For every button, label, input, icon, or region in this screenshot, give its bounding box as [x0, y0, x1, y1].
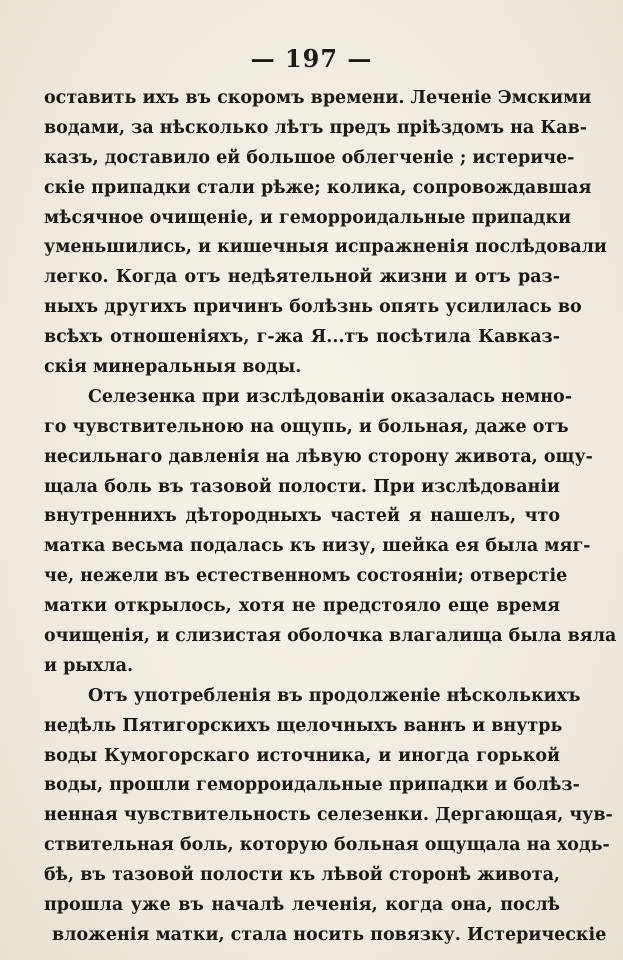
page-number: — 197 —: [250, 44, 373, 73]
text-line: казъ, доставило ей большое облегченіе ; истериче-: [44, 147, 575, 168]
text-line: всѣхъ отношеніяхъ, г-жа Я...тъ посѣтила Кавказ-: [44, 327, 560, 348]
text-line: внутреннихъ дѣтородныхъ частей я нашелъ, что: [44, 506, 560, 527]
text-line: ненная чувствительность селезенки. Дергающая, чув-: [44, 805, 613, 826]
text-line: воды, прошли геморроидальные припадки и болѣз-: [44, 775, 580, 796]
text-line: го чувствительною на ощупь, и больная, даже отъ: [44, 416, 569, 437]
text-line: ствительная боль, которую больная ощущала на ходь-: [44, 835, 610, 856]
text-line: щала боль въ тазовой полости. При изслѣдованіи: [44, 476, 560, 497]
text-line: воды Кумогорскаго источника, и иногда горькой: [44, 745, 560, 766]
text-line: прошла уже въ началѣ леченія, когда она, послѣ: [44, 895, 560, 916]
text-line: легко. Когда отъ недѣятельной жизни и отъ раз-: [44, 267, 560, 288]
text-line: несильнаго давленія на лѣвую сторону живота, ощу-: [44, 446, 593, 467]
text-line: недѣль Пятигорскихъ щелочныхъ ваннъ и внутрь: [44, 715, 563, 736]
text-line: Отъ употребленія въ продолженіе нѣсколькихъ: [88, 685, 581, 706]
text-line: скія минеральныя воды.: [44, 357, 302, 378]
text-line: оставить ихъ въ скоромъ времени. Леченіе Эмскими: [44, 88, 592, 108]
text-line: че, нежели въ естественномъ состояніи; отверстіе: [44, 566, 568, 587]
text-line: вложенія матки, стала носить повязку. Истерическіе: [52, 924, 607, 945]
text-line: ныхъ другихъ причинъ болѣзнь опять усилилась во: [44, 297, 582, 318]
text-line: скіе припадки стали рѣже; колика, сопровождавшая: [44, 177, 592, 198]
text-line: и рыхла.: [44, 655, 134, 676]
text-line: Селезенка при изслѣдованіи оказалась немно-: [88, 386, 572, 407]
text-line: мѣсячное очищеніе, и геморроидальные припадки: [44, 207, 572, 228]
text-line: матка весьма подалась къ низу, шейка ея была мяг-: [44, 536, 591, 557]
text-line: очищенія, и слизистая оболочка влагалища была вяла: [44, 626, 617, 647]
body-text: [44, 84, 617, 951]
text-line: уменьшились, и кишечныя испражненія послѣдовали: [44, 237, 607, 258]
text-line: водами, за нѣсколько лѣтъ предъ пріѣздомъ на Кав-: [44, 117, 588, 138]
text-line: бѣ, въ тазовой полости къ лѣвой сторонѣ живота,: [44, 865, 560, 886]
text-line: матки открылось, хотя не предстояло еще время: [44, 596, 560, 617]
